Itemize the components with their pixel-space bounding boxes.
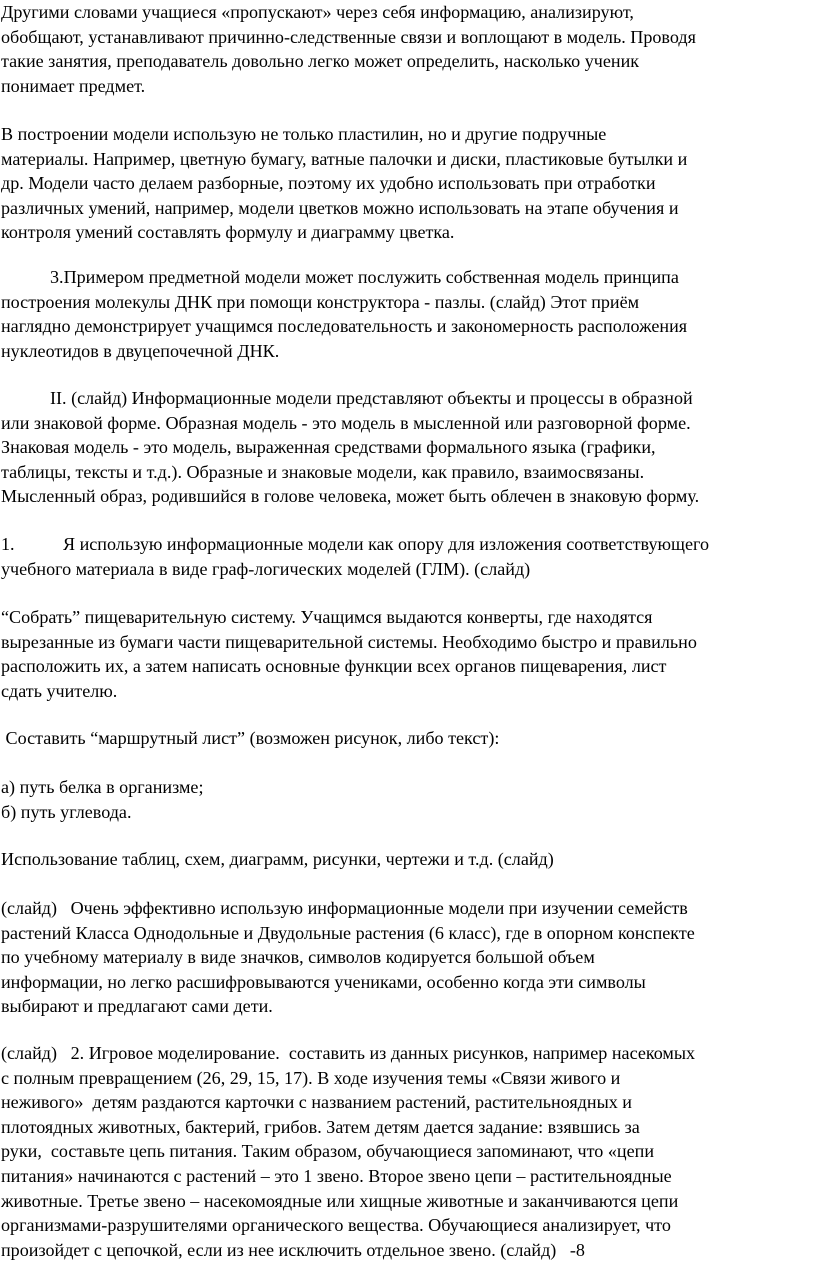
numbered-item-1 bbox=[1, 532, 815, 581]
text-line: такие занятия, преподаватель довольно легко может определить, насколько ученик bbox=[1, 51, 640, 72]
text-line: Использование таблиц, схем, диаграмм, рисунки, чертежи и т.д. (слайд) bbox=[1, 849, 554, 869]
text-line: или знаковой форме. Образная модель - это модель в мысленной или разговорной форме. bbox=[1, 412, 691, 433]
text-line: плотоядных животных, бактерий, грибов. Затем детям дается задание: взявшись за bbox=[1, 1116, 640, 1137]
text-line: (слайд) 2. Игровое моделирование. составить из данных рисунков, например насекомых bbox=[1, 1043, 696, 1063]
paragraph-models-processing bbox=[1, 0, 815, 98]
text-line: б) путь углевода. bbox=[1, 801, 132, 822]
numbered-line bbox=[1, 532, 815, 557]
paragraph-game-modeling bbox=[1, 1041, 815, 1262]
text-line: построения молекулы ДНК при помощи конструктора - пазлы. (слайд) Этот приём bbox=[1, 291, 640, 312]
text-line: наглядно демонстрирует учащимся последовательность и закономерность расположения bbox=[1, 316, 688, 337]
paragraph-route-sheet bbox=[1, 726, 815, 751]
text-line: др. Модели часто делаем разборные, поэтому их удобно использовать при отработки bbox=[1, 173, 656, 194]
paragraph-dna-model bbox=[1, 265, 815, 363]
text-line: (слайд) Очень эффективно использую информационные модели при изучении семейств bbox=[1, 898, 688, 918]
text-line: Знаковая модель - это модель, выраженная средствами формального языка (графики, bbox=[1, 437, 656, 458]
paragraph-digestive-task bbox=[1, 605, 815, 703]
item-number: 1. bbox=[1, 534, 15, 554]
text-line: Мысленный образ, родившийся в голове человека, может быть облечен в знаковую форму. bbox=[1, 486, 700, 507]
paragraph-information-models bbox=[1, 386, 815, 509]
paragraph-tables-usage bbox=[1, 847, 815, 872]
text-line: таблицы, тексты и т.д.). Образные и знаковые модели, как правило, взаимосвязаны. bbox=[1, 461, 645, 482]
text-line: животные. Третье звено – насекомоядные или хищные животные и заканчиваются цепи bbox=[1, 1190, 679, 1211]
text-line: контроля умений составлять формулу и диаграмму цветка. bbox=[1, 222, 455, 243]
text-line: организмами-разрушителями органического вещества. Обучающиеся анализирует, что bbox=[1, 1215, 671, 1236]
text-line: руки, составьте цепь питания. Таким образом, обучающиеся запоминают, что «цепи bbox=[1, 1141, 655, 1162]
text-line: Я использую информационные модели как опору для изложения соответствующего bbox=[63, 534, 709, 554]
text-line: различных умений, например, модели цветков можно использовать на этапе обучения и bbox=[1, 197, 679, 218]
paragraph-route-list bbox=[1, 775, 815, 824]
text-line: расположить их, а затем написать основные функции всех органов пищеварения, лист bbox=[1, 656, 667, 677]
text-line: обобщают, устанавливают причинно-следственные связи и воплощают в модель. Проводя bbox=[1, 26, 696, 47]
text-line: 3.Примером предметной модели может послужить собственная модель принципа bbox=[50, 267, 679, 287]
text-line: В построении модели использую не только пластилин, но и другие подручные bbox=[1, 124, 607, 144]
text-line: выбирают и предлагают сами дети. bbox=[1, 996, 273, 1017]
text-line: питания» начинаются с растений – это 1 звено. Второе звено цепи – растительноядные bbox=[1, 1165, 672, 1186]
text-line: понимает предмет. bbox=[1, 75, 146, 96]
paragraph-building-models bbox=[1, 122, 815, 245]
text-line: с полным превращением (26, 29, 15, 17). В ходе изучения темы «Связи живого и bbox=[1, 1067, 621, 1088]
text-line: нуклеотидов в двуцепочечной ДНК. bbox=[1, 340, 280, 361]
text-line: II. (слайд) Информационные модели представляют объекты и процессы в образной bbox=[50, 388, 693, 408]
text-line: вырезанные из бумаги части пищеварительной системы. Необходимо быстро и правильно bbox=[1, 631, 697, 652]
text-line: сдать учителю. bbox=[1, 680, 118, 701]
text-line: по учебному материалу в виде значков, символов кодируется большой объем bbox=[1, 947, 595, 968]
paragraph-plant-families bbox=[1, 896, 815, 1019]
text-line: материалы. Например, цветную бумагу, ватные палочки и диски, пластиковые бутылки и bbox=[1, 148, 688, 169]
text-line: информации, но легко расшифровываются учениками, особенно когда эти символы bbox=[1, 971, 646, 992]
text-line: Составить “маршрутный лист” (возможен рисунок, либо текст): bbox=[1, 728, 500, 748]
text-line: произойдет с цепочкой, если из нее исключить отдельное звено. (слайд) -8 bbox=[1, 1239, 585, 1260]
text-line: Другими словами учащиеся «пропускают» через себя информацию, анализируют, bbox=[1, 2, 634, 22]
text-line: учебного материала в виде граф-логических моделей (ГЛМ). (слайд) bbox=[1, 558, 531, 579]
text-line: “Собрать” пищеварительную систему. Учащимся выдаются конверты, где находятся bbox=[1, 607, 653, 627]
text-line: неживого» детям раздаются карточки с названием растений, растительноядных и bbox=[1, 1092, 632, 1113]
text-line: а) путь белка в организме; bbox=[1, 777, 204, 797]
text-line: растений Класса Однодольные и Двудольные растения (6 класс), где в опорном конспекте bbox=[1, 922, 695, 943]
